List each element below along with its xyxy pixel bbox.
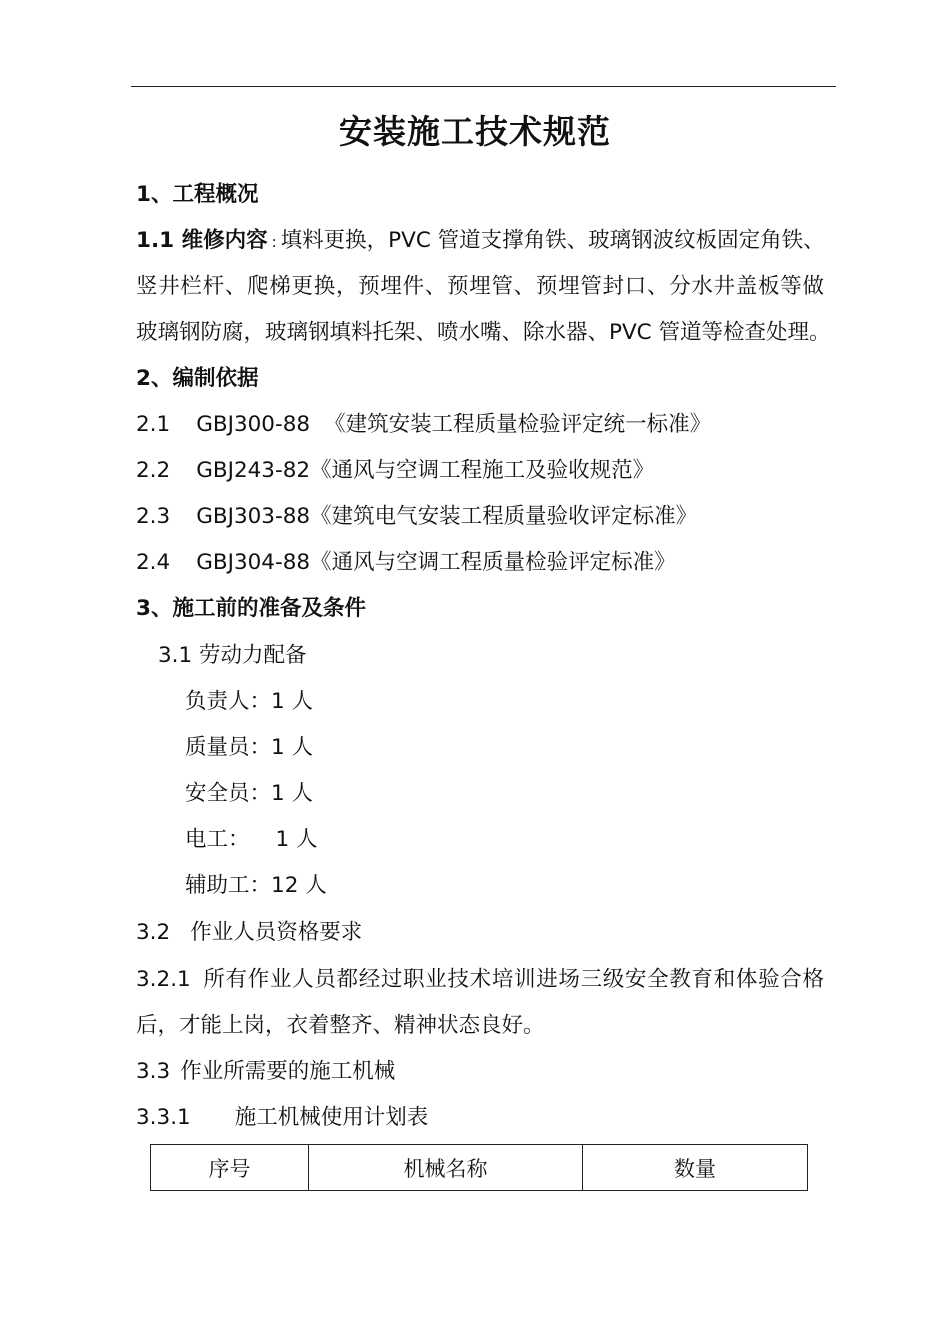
section-1-1-line-1 bbox=[136, 226, 824, 257]
section-3-3-heading bbox=[136, 1057, 395, 1087]
section-3-heading: 3、施工前的准备及条件 bbox=[136, 596, 366, 621]
machinery-plan-table bbox=[150, 1144, 808, 1191]
section-text: 作业所需要的施工机械 bbox=[180, 1059, 396, 1084]
section-3-1-heading: 3.1 劳动力配备 bbox=[158, 643, 307, 668]
section-1-1-text-1: 填料更换，PVC 管道支撑角铁、玻璃钢波纹板固定角铁、 bbox=[280, 228, 825, 253]
section-1-heading: 1、工程概况 bbox=[136, 182, 259, 207]
reference-code: GBJ243-82 bbox=[196, 458, 311, 483]
label-colon: : bbox=[271, 233, 277, 251]
reference-name: 《建筑电气安装工程质量验收评定标准》 bbox=[310, 504, 698, 529]
section-text: 作业人员资格要求 bbox=[190, 920, 363, 945]
reference-num: 2.3 bbox=[136, 504, 171, 529]
section-1-1-line-2: 竖井栏杆、爬梯更换，预埋件、预埋管、预埋管封口、分水井盖板等做 bbox=[136, 274, 824, 299]
reference-code: GBJ304-88 bbox=[196, 550, 311, 575]
staff-role: 安全员： bbox=[185, 781, 272, 806]
section-text: 所有作业人员都经过职业技术培训进场三级安全教育和体验合格 bbox=[202, 967, 824, 992]
section-1-1-line-3: 玻璃钢防腐，玻璃钢填料托架、喷水嘴、除水器、PVC 管道等检查处理。 bbox=[136, 320, 831, 345]
reference-name: 《建筑安装工程质量检验评定统一标准》 bbox=[324, 412, 712, 437]
staff-role: 辅助工： bbox=[185, 873, 272, 898]
staff-count: 1 人 bbox=[275, 827, 318, 852]
staff-item bbox=[185, 779, 313, 809]
staff-count: 1 人 bbox=[271, 781, 314, 806]
reference-num: 2.1 bbox=[136, 412, 171, 437]
staff-item bbox=[185, 871, 327, 901]
reference-code: GBJ303-88 bbox=[196, 504, 311, 529]
reference-item bbox=[136, 410, 711, 440]
staff-count: 12 人 bbox=[271, 873, 327, 898]
staff-item bbox=[185, 825, 318, 855]
staff-count: 1 人 bbox=[271, 689, 314, 714]
section-num: 3.3.1 bbox=[136, 1105, 191, 1130]
staff-role: 负责人： bbox=[185, 689, 272, 714]
section-3-2-1-line-1 bbox=[136, 965, 824, 995]
staff-item bbox=[185, 733, 313, 763]
header-cell-index: 序号 bbox=[151, 1145, 309, 1191]
reference-num: 2.2 bbox=[136, 458, 171, 483]
reference-name: 《通风与空调工程施工及验收规范》 bbox=[310, 458, 655, 483]
reference-item bbox=[136, 456, 654, 486]
section-3-3-1-heading bbox=[136, 1103, 428, 1133]
section-1-1-label: 1.1 维修内容 bbox=[136, 228, 268, 253]
section-2-heading: 2、编制依据 bbox=[136, 366, 259, 391]
reference-item bbox=[136, 502, 697, 532]
staff-role: 电工： bbox=[185, 827, 250, 852]
header-cell-machine-name: 机械名称 bbox=[309, 1145, 583, 1191]
reference-item bbox=[136, 548, 676, 578]
section-num: 3.2 bbox=[136, 920, 171, 945]
staff-role: 质量员： bbox=[185, 735, 272, 760]
staff-count: 1 人 bbox=[271, 735, 314, 760]
section-num: 3.2.1 bbox=[136, 967, 191, 992]
reference-name: 《通风与空调工程质量检验评定标准》 bbox=[310, 550, 676, 575]
table-header-row bbox=[151, 1145, 808, 1191]
section-num: 3.3 bbox=[136, 1059, 171, 1084]
section-3-2-heading bbox=[136, 918, 362, 948]
reference-code: GBJ300-88 bbox=[196, 412, 311, 437]
section-text: 施工机械使用计划表 bbox=[234, 1105, 429, 1130]
reference-num: 2.4 bbox=[136, 550, 171, 575]
section-3-2-1-line-2: 后，才能上岗，衣着整齐、精神状态良好。 bbox=[136, 1013, 545, 1038]
document-title: 安装施工技术规范 bbox=[339, 112, 611, 151]
header-cell-quantity: 数量 bbox=[583, 1145, 808, 1191]
header-rule bbox=[131, 86, 836, 87]
staff-item bbox=[185, 687, 313, 717]
